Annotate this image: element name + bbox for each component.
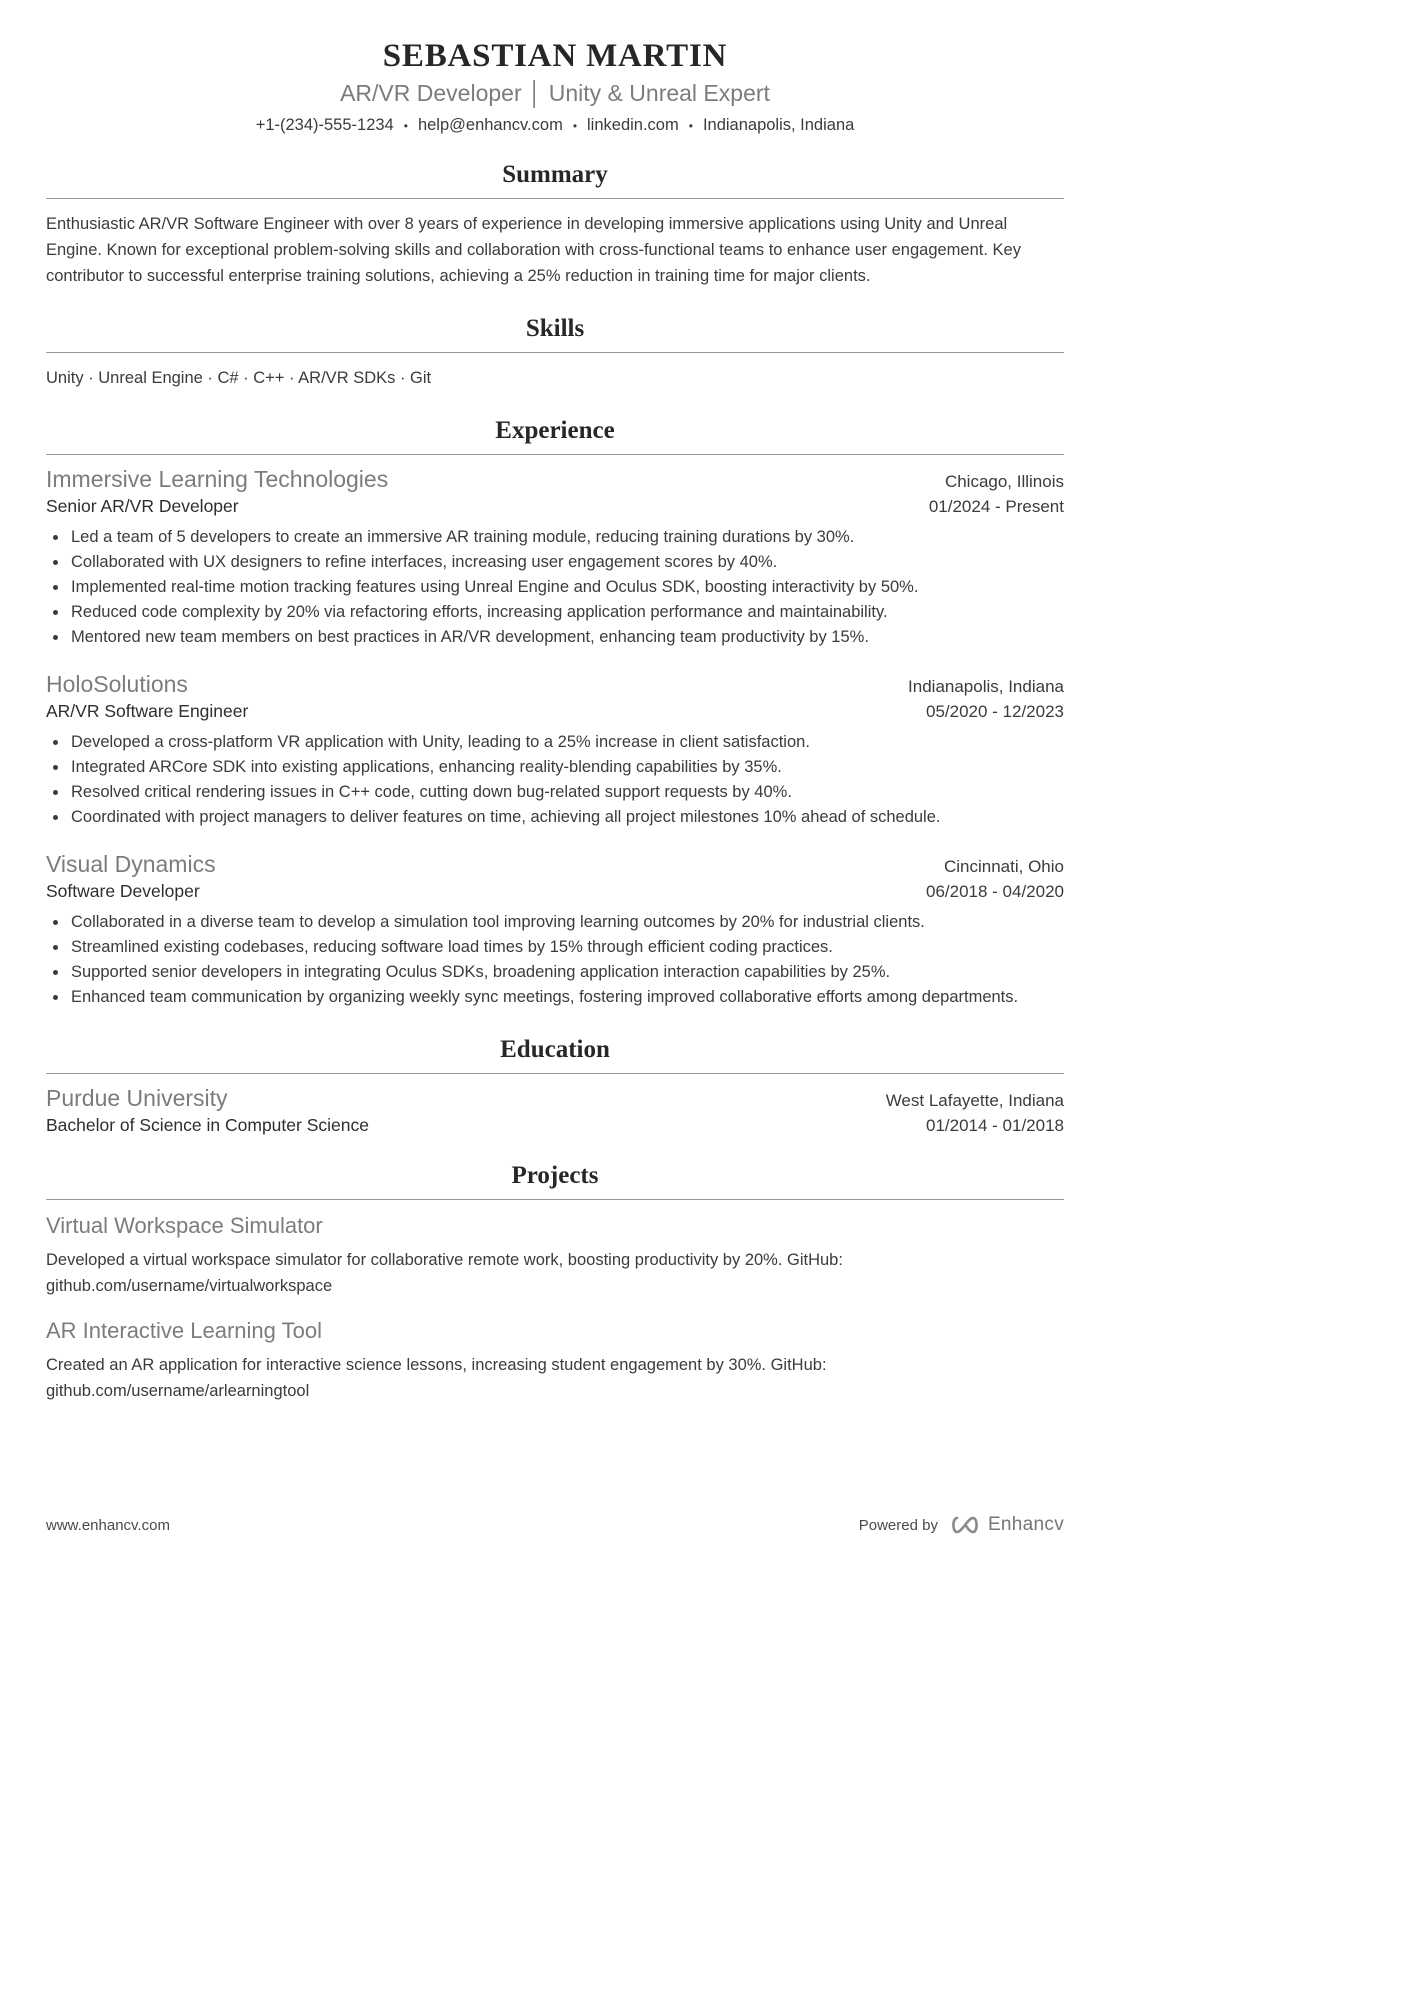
- resume-header: [46, 38, 1064, 135]
- job-role: Senior AR/VR Developer: [46, 496, 239, 516]
- school-location: West Lafayette, Indiana: [885, 1091, 1064, 1110]
- job-dates: 06/2018 - 04/2020: [925, 882, 1064, 901]
- entry-header-row: [46, 466, 1064, 493]
- job-dates: 05/2020 - 12/2023: [925, 702, 1064, 721]
- bullet-item: • Integrated ARCore SDK into existing applications, enhancing reality-blending capabilities by 35%.: [69, 755, 1064, 780]
- bullet-item: • Collaborated in a diverse team to develop a simulation tool improving learning outcomes by 20% for industrial clients.: [69, 910, 1064, 935]
- project-title: AR Interactive Learning Tool: [46, 1318, 322, 1343]
- section-experience: [46, 417, 1064, 1010]
- job-location: Indianapolis, Indiana: [908, 677, 1064, 696]
- contact-separator: •: [403, 118, 408, 133]
- candidate-name: SEBASTIAN MARTIN: [382, 38, 728, 74]
- education-dates: 01/2014 - 01/2018: [925, 1116, 1064, 1135]
- job-role: AR/VR Software Engineer: [46, 701, 249, 721]
- section-heading-projects: Projects: [46, 1162, 1064, 1200]
- entry-header-row: [46, 671, 1064, 698]
- section-projects: [46, 1162, 1064, 1404]
- summary-text: Enthusiastic AR/VR Software Engineer with over 8 years of experience in developing immersive applications using Unity and Unreal Engine. Known for exceptional problem-solving skills and collaboration with cross-functional teams to enhance user engagement. Key contributor to successful enterprise training solutions, achieving a 25% reduction in training time for major clients.: [46, 215, 1021, 285]
- footer-website: www.enhancv.com: [46, 1516, 170, 1534]
- powered-by-label: Powered by: [858, 1516, 938, 1534]
- section-heading-skills: Skills: [46, 315, 1064, 353]
- candidate-title: AR/VR Developer │ Unity & Unreal Expert: [340, 80, 770, 106]
- section-skills: [46, 315, 1064, 391]
- bullet-item: • Mentored new team members on best practices in AR/VR development, enhancing team productivity by 15%.: [69, 625, 1064, 650]
- bullet-item: • Supported senior developers in integrating Oculus SDKs, broadening application interaction capabilities by 25%.: [69, 960, 1064, 985]
- enhancv-brand: Enhancv: [987, 1514, 1064, 1535]
- section-heading-education: Education: [46, 1036, 1064, 1074]
- project-description: Developed a virtual workspace simulator for collaborative remote work, boosting productivity by 20%. GitHub: github.com/username/virtualworkspace: [46, 1251, 843, 1295]
- project-description: Created an AR application for interactive science lessons, increasing student engagement by 30%. GitHub: github.com/username/arlearningtool: [46, 1356, 827, 1400]
- section-heading-experience: Experience: [46, 417, 1064, 455]
- entry-header-row: [46, 1085, 1064, 1112]
- enhancv-logo-icon: [948, 1514, 982, 1536]
- degree: Bachelor of Science in Computer Science: [46, 1115, 369, 1135]
- education-entry: [46, 1085, 1064, 1136]
- job-bullets: [46, 525, 1064, 650]
- contact-email: help@enhancv.com: [417, 116, 563, 134]
- skills-list: Unity · Unreal Engine · C# · C++ · AR/VR SDKs · Git: [46, 369, 432, 387]
- project-title: Virtual Workspace Simulator: [46, 1213, 323, 1238]
- job-bullets: [46, 910, 1064, 1010]
- bullet-item: • Coordinated with project managers to deliver features on time, achieving all project milestones 10% ahead of schedule.: [69, 805, 1064, 830]
- bullet-item: • Led a team of 5 developers to create an immersive AR training module, reducing training durations by 30%.: [69, 525, 1064, 550]
- job-role: Software Developer: [46, 881, 200, 901]
- project-entry: [46, 1213, 1064, 1299]
- project-entry: [46, 1318, 1064, 1404]
- contact-phone: +1-(234)-555-1234: [255, 116, 394, 134]
- experience-entry: [46, 851, 1064, 1010]
- company-name: Visual Dynamics: [46, 851, 216, 877]
- contact-website: linkedin.com: [587, 116, 679, 134]
- contact-location: Indianapolis, Indiana: [702, 116, 855, 134]
- job-bullets: [46, 730, 1064, 830]
- bullet-item: • Developed a cross-platform VR application with Unity, leading to a 25% increase in client satisfaction.: [69, 730, 1064, 755]
- contact-separator: •: [572, 118, 578, 133]
- job-location: Chicago, Illinois: [944, 472, 1064, 491]
- entry-subheader-row: [46, 496, 1064, 517]
- bullet-item: • Resolved critical rendering issues in C++ code, cutting down bug-related support requests by 40%.: [69, 780, 1064, 805]
- powered-by-badge: [859, 1514, 1064, 1536]
- bullet-item: • Implemented real-time motion tracking features using Unreal Engine and Oculus SDK, boosting interactivity by 50%.: [69, 575, 1064, 600]
- company-name: Immersive Learning Technologies: [46, 466, 389, 492]
- contact-bar: [46, 116, 1064, 135]
- bullet-item: • Collaborated with UX designers to refine interfaces, increasing user engagement scores by 40%.: [69, 550, 1064, 575]
- entry-subheader-row: [46, 881, 1064, 902]
- bullet-item: • Enhanced team communication by organizing weekly sync meetings, fostering improved collaborative efforts among departments.: [69, 985, 1064, 1010]
- entry-header-row: [46, 851, 1064, 878]
- school-name: Purdue University: [46, 1085, 228, 1111]
- contact-separator: •: [688, 118, 693, 133]
- section-heading-summary: Summary: [46, 161, 1064, 199]
- section-summary: [46, 161, 1064, 289]
- job-location: Cincinnati, Ohio: [943, 857, 1064, 876]
- experience-entry: [46, 671, 1064, 830]
- bullet-item: • Reduced code complexity by 20% via refactoring efforts, increasing application performance and maintainability.: [69, 600, 1064, 625]
- experience-entry: [46, 466, 1064, 650]
- footer: [46, 1514, 1064, 1536]
- company-name: HoloSolutions: [46, 671, 188, 697]
- job-dates: 01/2024 - Present: [928, 497, 1064, 516]
- entry-subheader-row: [46, 1115, 1064, 1136]
- bullet-item: • Streamlined existing codebases, reducing software load times by 15% through efficient coding practices.: [69, 935, 1064, 960]
- section-education: [46, 1036, 1064, 1136]
- entry-subheader-row: [46, 701, 1064, 722]
